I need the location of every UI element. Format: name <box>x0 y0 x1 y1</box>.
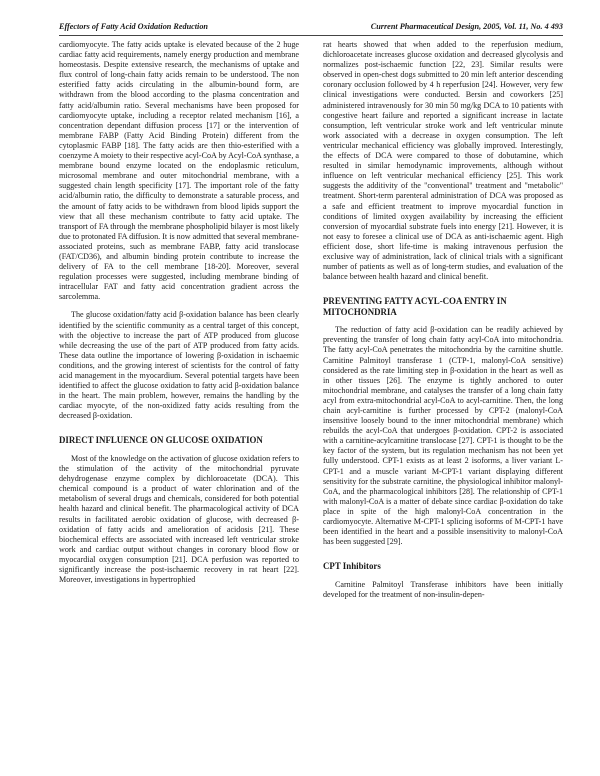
left-column <box>59 40 299 585</box>
paragraph: rat hearts showed that when added to the reperfusion medium, dichloroacetate increases glucose oxidation and decreased glycolysis and normalizes post-ischaemic function [22, 23]. Similar results were observed in open-chest dogs submitted to 20 min left anterior descending coronary occlusion followed by 4 h reperfusion [24]. However, very few clinical investigations were conducted. Bersin and coworkers [25] administered intravenously for 30 min 50 mg/kg DCA to 10 patients with congestive heart failure and reported a significant increase in lactate consumption, left ventricular stroke work and left ventricular minute work associated with a decrease in oxygen consumption. The left ventricular mechanical efficiency was globally improved. Interestingly, the effects of DCA were compared to those of dobutamine, which resulted in similar hemodynamic improvements, although without influence on left ventricular mechanical efficiency [25]. This work suggests the additivity of the "conventional" treatment and "metabolic" treatment. Short-term parenteral administration of DCA was proposed as a safe and efficient treatment to improve myocardial function in conditions of limited oxygen availability by increasing the efficient conversion of myocardial substrate fuels into energy [21]. However, it is not easy to foresee a clinical use of DCA as anti-ischaemic agent. High efficient dose, short life-time is making intravenous perfusion the exclusive way of administration, lack of clinical trials with a significant number of patients as well as of long-term studies, and evaluation of the balance between health hazard and clinical benefit. <box>323 40 563 282</box>
header-journal-citation: Current Pharmaceutical Design, 2005, Vol. 11, No. 4 493 <box>370 22 563 31</box>
paragraph: Most of the knowledge on the activation of glucose oxidation refers to the stimulation of the activity of the mitochondrial pyruvate dehydrogenase enzyme complex by dichloroacetate (DCA). This chemical compound is a product of water chlorination and of the metabolism of several drugs and chemicals, considered for both potential health hazard and clinical benefit. The pharmacological activity of DCA results in facilitated aerobic oxidation of glucose, with decreased β-oxidation of fatty acids and amelioration of acidosis [21]. These biochemical effects are associated with increased left ventricular stroke work and cardiac output without changes in coronary blood flow or myocardial oxygen consumption [21]. DCA perfusion was reported to significantly increase the post-ischaemic recovery in rat heart [22]. Moreover, investigations in hypertrophied <box>59 453 299 585</box>
header-article-title: Effectors of Fatty Acid Oxidation Reduction <box>59 22 208 31</box>
paragraph: cardiomyocyte. The fatty acids uptake is elevated because of the 2 huge cardiac fatty acid requirements, namely energy production and membrane homeostasis. Despite extensive research, the mechanisms of uptake and flux control of long-chain fatty acids remain to be understood. The non esterified fatty acids circulating in the albumin-bound form, are withdrawn from the blood according to the plasma concentration and fatty acid/albumin ratio. Several mechanisms have been proposed for cardiomyocyte uptake, including a receptor related mechanism [16], a concentration dependant diffusion process [17] or the intervention of membrane FABP (Fatty Acid Binding Protein) different from the cytoplasmic FABP [18]. The fatty acids are then thio-esterified with a coenzyme A moiety to their respective acyl-CoA by Acyl-CoA synthase, a membrane bound enzyme located on the endoplasmic reticulum, microsomal membrane and outer mitochondrial membrane, with a suggested chain length specificity [17]. The important role of the fatty acid/albumin ratio, the difficulty to demonstrate a saturable process, and the amount of fatty acids to be withdrawn from blood lipids support the view that all these mechanism contribute to fatty acid uptake. The transport of FA through the membrane phospholipid bilayer is most likely due to protonated FA diffusion. It is now admitted that several membrane-associated proteins, such as membrane FABP, fatty acid translocase (FAT/CD36), and albumin binding protein contribute to increase the delivery of FA to the cell membrane [18-20]. Moreover, several regulation processes were suggested, including membrane binding of intracellular FAT and fatty acid concentration gradient across the sarcolemma. <box>59 40 299 302</box>
paragraph: The glucose oxidation/fatty acid β-oxidation balance has been clearly identified by the scientific community as a central target of this concept, with the objective to increase the part of ATP produced from glucose while decreasing the use of the part of ATP produced from fatty acids. These data outline the importance of lowering β-oxidation in ischaemic conditions, and the growing interest of scientists for the control of fatty acid management in the myocardium. Several potential targets have been identified to affect the glucose oxidation to fatty acid β-oxidation balance in the heart. The main problem, however, remains the handling by the cardiac myocyte, of the non-oxidized fatty acids resulting from the decreased β-oxidation. <box>59 310 299 421</box>
subsection-heading: CPT Inhibitors <box>323 561 381 572</box>
right-column <box>323 40 563 600</box>
running-header <box>59 22 563 36</box>
paragraph: The reduction of fatty acid β-oxidation can be readily achieved by preventing the transfer of long chain fatty acyl-CoA into mitochondria. The fatty acyl-CoA penetrates the mitochondria by the carnitine shuttle. Carnitine Palmitoyl transferase 1 (CTP-1, malonyl-CoA sensitive) considered as the rate limiting step in β-oxidation in the heart as well as in other tissues [26]. The enzyme is tightly anchored to outer mitochondrial membrane, and catalyses the transfer of a long chain fatty acyl from extra-mitochondrial acyl-CoA to acyl-carnitine. Then, the long chain acyl-carnitine is further processed by CPT-2 (malonyl-CoA insensitive loosely bound to the inner mitochondrial membrane) which rebuilds the acyl-CoA that undergoes β-oxidation. CPT-2 is associated with a carnitine-acylcarnitine translocase [27]. CPT-1 is thought to be the key factor of the system, but its regulation mechanism has not been yet fully understood. CPT-1 exists as at least 2 isoforms, a liver variant L-CPT-1 and a muscle variant M-CPT-1 variant displaying different sensitivity for the substrate carnitine, the physiological inhibitor malonyl-CoA, and the pharmacological inhibitors [28]. The relationship of CPT-1 with malonyl-CoA is a matter of debate since cardiac β-oxidation do take place in spite of the high malonyl-CoA concentration in the cardiomyocyte. Alternative M-CPT-1 splicing isoforms of M-CPT-1 have been identified in the heart and a possible insensitivity to malonyl-CoA has been suggested [29]. <box>323 325 563 547</box>
section-heading: DIRECT INFLUENCE ON GLUCOSE OXIDATION <box>59 435 263 446</box>
paragraph: Carnitine Palmitoyl Transferase inhibitors have been initially developed for the treatment of non-insulin-depen- <box>323 579 563 599</box>
section-heading: PREVENTING FATTY ACYL-COA ENTRY IN MITOCHONDRIA <box>323 296 507 317</box>
